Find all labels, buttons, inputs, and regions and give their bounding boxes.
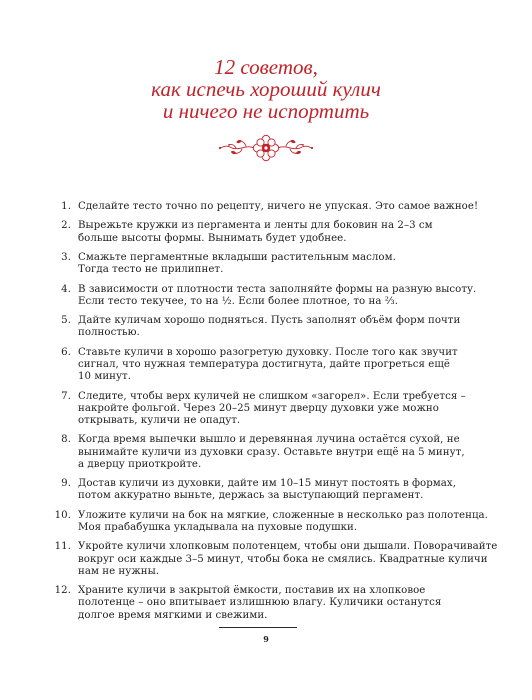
title-line: 12 советов, — [214, 55, 318, 79]
list-item-line: Следите, чтобы верх куличей не слишком «загорел». Если требуется – — [78, 390, 466, 402]
list-item — [52, 283, 477, 308]
list-item-line: открывать, куличи не опадут. — [78, 414, 241, 426]
list-item — [52, 390, 466, 428]
list-item — [52, 347, 462, 384]
list-item-number: 2. — [61, 220, 71, 232]
list-item-text — [78, 220, 462, 244]
list-item-line: вынимайте куличи из духовки сразу. Оставьте внутри ещё на 5 минут, — [78, 446, 465, 458]
list-item — [52, 434, 465, 471]
list-item-number: 7. — [61, 390, 71, 402]
list-item-line: Моя прабабушка укладывала на пуховые подушки. — [78, 521, 358, 533]
list-item — [52, 478, 462, 502]
list-item-line: Храните куличи в закрытой ёмкости, поставив их на хлопковое — [78, 585, 426, 597]
list-item-line: Достав куличи из духовки, дайте им 10–15 минут постоять в формах, — [78, 478, 456, 490]
list-item-number: 5. — [61, 315, 71, 327]
list-item-line: полотенце – оно впитывает излишнюю влагу. Куличики останутся — [78, 597, 442, 609]
list-item-line: Дайте куличам хорошо подняться. Пусть заполнят объём форм почти — [78, 315, 461, 327]
list-item-text — [78, 478, 462, 502]
list-item-line: Если тесто текучее, то на ½. Если более плотное, то на ⅔. — [78, 295, 398, 307]
list-item-number: 6. — [61, 346, 71, 358]
list-item-line: 10 минут. — [78, 371, 132, 383]
list-item-text — [78, 510, 488, 534]
title-line: и ничего не испортить — [162, 99, 370, 123]
list-item-number: 12. — [54, 585, 71, 597]
list-item — [52, 541, 498, 578]
page-title — [0, 56, 532, 122]
list-item-line: а дверцу приоткройте. — [78, 458, 202, 470]
floral-ornament-icon — [216, 132, 316, 162]
page-number: 9 — [263, 634, 269, 644]
footer-divider — [219, 627, 297, 628]
list-item-number: 8. — [61, 434, 71, 446]
list-item-text — [78, 391, 466, 428]
list-item-line: Когда время выпечки вышло и деревянная лучина остаётся сухой, не — [78, 434, 460, 446]
list-item-line: долгое время мягкими и свежими. — [78, 609, 268, 621]
list-item-text — [78, 585, 462, 622]
list-item-line: сигнал, что нужная температура достигнута, дайте прогреться ещё — [78, 358, 450, 370]
list-item-number: 1. — [61, 201, 71, 212]
list-item-number: 4. — [61, 283, 71, 295]
list-item — [52, 585, 462, 622]
list-item — [52, 315, 462, 339]
list-item-line: Сделайте тесто точно по рецепту, ничего не упуская. Это самое важное! — [78, 201, 479, 212]
list-item — [52, 220, 462, 244]
list-item-line: Ставьте куличи в хорошо разогретую духовку. После того как звучит — [78, 346, 458, 358]
list-item-line: Вырежьте кружки из пергамента и ленты для боковин на 2–3 см — [78, 220, 433, 232]
title-line: как испечь хороший кулич — [151, 77, 381, 101]
list-item-line: Уложите куличи на бок на мягкие, сложенные в несколько раз полотенца. — [78, 509, 488, 521]
list-item-text — [78, 541, 497, 578]
list-item-text — [78, 347, 462, 384]
list-item-line: нам не нужны. — [78, 565, 160, 577]
list-item-text — [78, 201, 478, 213]
list-item-number: 3. — [61, 251, 71, 263]
list-item-line: полностью. — [78, 327, 140, 339]
list-item-line: Смажьте пергаментные вкладыши растительным маслом. — [78, 251, 396, 263]
list-item-line: вокруг оси каждые 3–5 минут, чтобы бока не смялись. Квадратные куличи — [78, 553, 488, 565]
list-item-number: 9. — [61, 478, 71, 490]
list-item-text — [78, 252, 462, 276]
list-item-line: В зависимости от плотности теста заполняйте формы на разную высоту. — [78, 283, 477, 295]
list-item-text — [78, 434, 465, 471]
list-item-line: Укройте куличи хлопковым полотенцем, чтобы они дышали. Поворачивайте — [78, 541, 498, 553]
list-item — [52, 509, 488, 534]
list-item-text — [78, 315, 462, 339]
list-item-line: Тогда тесто не прилипнет. — [78, 264, 224, 276]
list-item-line: больше высоты формы. Вынимать будет удобнее. — [78, 232, 347, 244]
list-item — [52, 201, 479, 213]
list-item-number: 11. — [54, 541, 71, 553]
list-item-line: накройте фольгой. Через 20–25 минут дверцу духовки уже можно — [78, 402, 439, 414]
list-item-text — [78, 284, 476, 308]
list-item-line: потом аккуратно выньте, держась за выступающий пергамент. — [78, 490, 424, 502]
list-item — [52, 252, 462, 276]
list-item-number: 10. — [54, 509, 71, 521]
tips-list — [52, 201, 498, 629]
